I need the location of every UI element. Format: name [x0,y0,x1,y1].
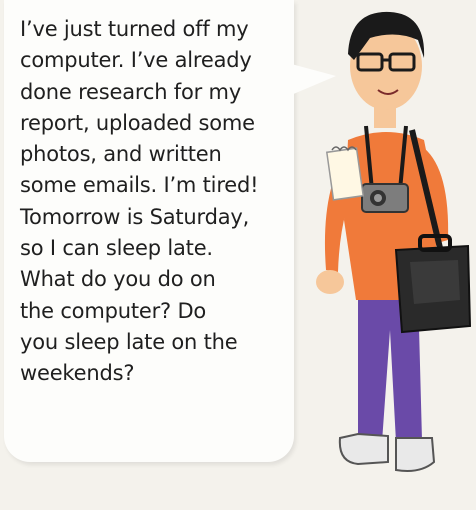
speech-line: What do you do on [20,267,216,292]
speech-bubble [4,0,294,462]
speech-line: weekends? [20,361,135,386]
camera-icon [362,184,408,212]
speech-line: done research for my [20,79,242,104]
left-hand [316,270,344,294]
speech-text [20,14,288,390]
speech-line: Tomorrow is Saturday, [20,204,250,229]
speech-line: the computer? Do [20,298,207,323]
left-shoe [340,434,388,464]
speech-line: some emails. I’m tired! [20,173,259,198]
speech-line: so I can sleep late. [20,236,213,261]
boy-illustration [300,0,476,510]
speech-line: computer. I’ve already [20,48,252,73]
speech-line: you sleep late on the [20,329,238,354]
right-shoe [396,438,434,471]
speech-line: I’ve just turned off my [20,17,249,41]
speech-line: photos, and written [20,142,222,167]
notepad-icon [327,147,363,200]
speech-line: report, uploaded some [20,110,255,135]
bag-icon [396,236,470,332]
